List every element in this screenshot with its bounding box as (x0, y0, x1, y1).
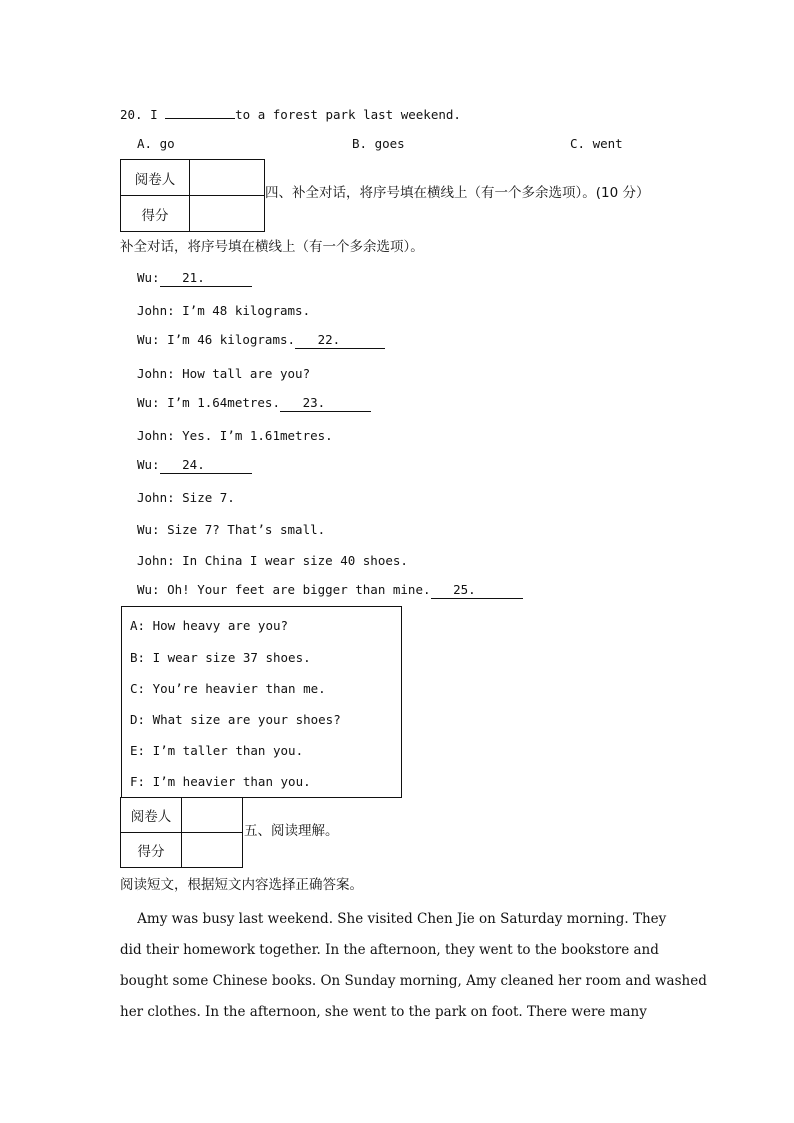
dialogue-line-5 (137, 395, 371, 412)
passage-line-3: bought some Chinese books. On Sunday morning, Amy cleaned her room and washed (120, 973, 707, 989)
dialogue-line-9: Wu: Size 7? That’s small. (137, 522, 326, 537)
dialogue-text: Wu: I’m 1.64metres. (137, 395, 280, 410)
option-b-text: B: I wear size 37 shoes. (130, 650, 311, 665)
blank-number: 21. (182, 270, 205, 285)
dialogue-text: Wu: (137, 270, 160, 285)
answer-options-box (121, 606, 402, 798)
dialogue-line-8: John: Size 7. (137, 490, 235, 505)
score-cell[interactable] (190, 196, 265, 232)
answer-blank-23[interactable] (280, 395, 371, 412)
passage-line-4: her clothes. In the afternoon, she went to the park on foot. There were many (120, 1004, 647, 1020)
dialogue-line-1 (137, 270, 252, 287)
option-b[interactable]: B. goes (352, 136, 405, 151)
dialogue-line-6: John: Yes. I’m 1.61metres. (137, 428, 333, 443)
score-table-section-5 (120, 797, 243, 868)
dialogue-text: Wu: (137, 457, 160, 472)
dialogue-line-4: John: How tall are you? (137, 366, 311, 381)
blank-number: 24. (182, 457, 205, 472)
option-a[interactable]: A. go (137, 136, 175, 151)
section-4-heading: 四、补全对话，将序号填在横线上（有一个多余选项）。(10 分） (265, 185, 650, 201)
score-label: 得分 (121, 196, 190, 232)
section-5-instruction: 阅读短文，根据短文内容选择正确答案。 (120, 877, 363, 893)
option-c[interactable]: C. went (570, 136, 623, 151)
blank-number: 22. (317, 332, 341, 347)
question-20-prefix: 20. I (120, 107, 166, 122)
option-c-text: C: You’re heavier than me. (130, 681, 326, 696)
dialogue-line-2: John: I’m 48 kilograms. (137, 303, 311, 318)
reviewer-cell[interactable] (182, 798, 243, 833)
option-a-text: A: How heavy are you? (130, 618, 289, 633)
dialogue-line-10: John: In China I wear size 40 shoes. (137, 553, 408, 568)
reviewer-label: 阅卷人 (121, 798, 182, 833)
blank-number: 23. (302, 395, 326, 410)
answer-blank-25[interactable] (431, 582, 523, 599)
reviewer-cell[interactable] (190, 160, 265, 196)
option-e-text: E: I’m taller than you. (130, 743, 304, 758)
dialogue-line-7 (137, 457, 252, 474)
reviewer-label: 阅卷人 (121, 160, 190, 196)
score-label: 得分 (121, 833, 182, 868)
option-d-text: D: What size are your shoes? (130, 712, 341, 727)
answer-blank-21[interactable] (160, 270, 252, 287)
blank-number: 25. (453, 582, 476, 597)
dialogue-text: Wu: Oh! Your feet are bigger than mine. (137, 582, 431, 597)
question-20 (120, 105, 461, 123)
question-20-suffix: to a forest park last weekend. (235, 107, 461, 122)
dialogue-line-11 (137, 582, 523, 599)
section-5-heading: 五、阅读理解。 (244, 823, 339, 839)
answer-blank-22[interactable] (295, 332, 385, 349)
dialogue-text: Wu: I’m 46 kilograms. (137, 332, 296, 347)
answer-blank-24[interactable] (160, 457, 252, 474)
passage-line-2: did their homework together. In the afternoon, they went to the bookstore and (120, 942, 659, 958)
section-4-instruction: 补全对话，将序号填在横线上（有一个多余选项）。 (120, 239, 424, 255)
option-f-text: F: I’m heavier than you. (130, 774, 311, 789)
answer-blank-20[interactable] (165, 105, 235, 119)
score-table-section-4 (120, 159, 265, 232)
dialogue-line-3 (137, 332, 385, 349)
score-cell[interactable] (182, 833, 243, 868)
passage-line-1: Amy was busy last weekend. She visited Chen Jie on Saturday morning. They (120, 911, 667, 927)
